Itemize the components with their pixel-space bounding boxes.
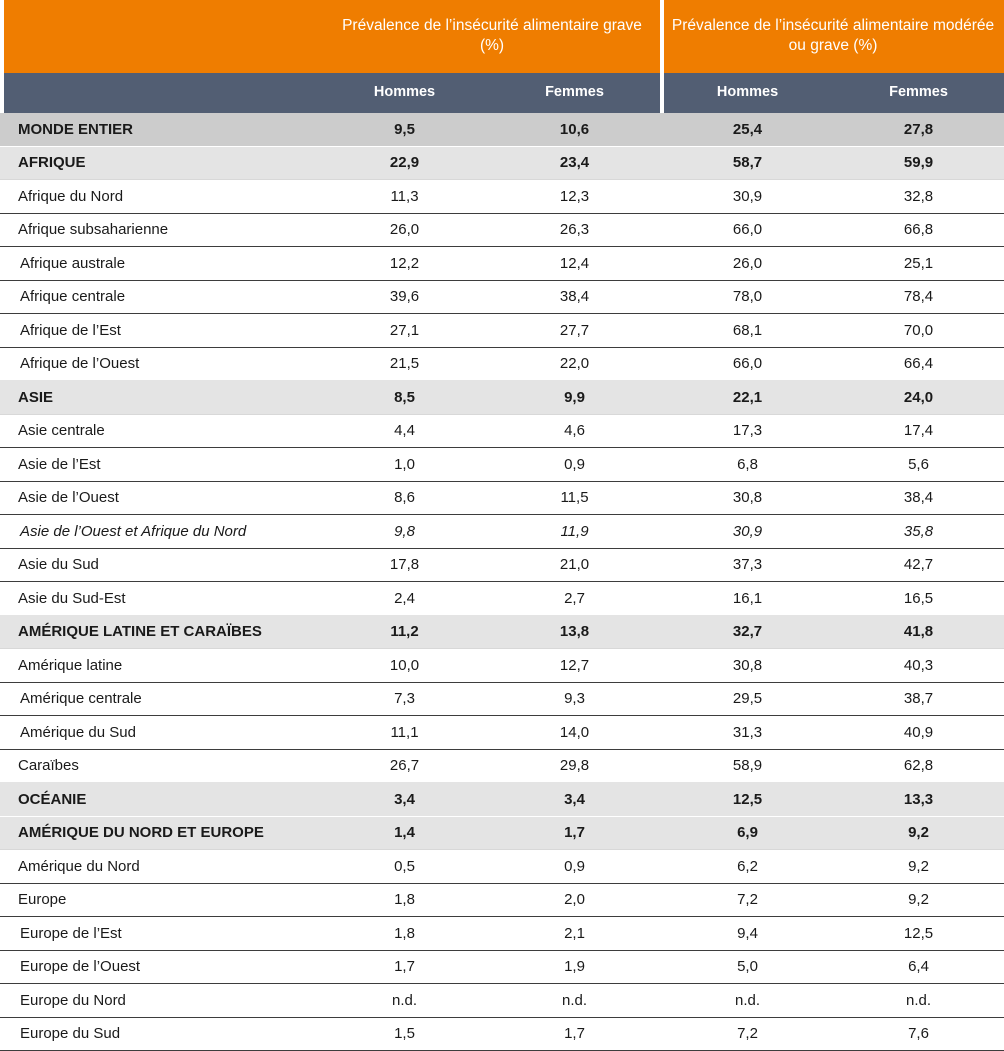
row-value-cell: 21,0 (487, 548, 662, 582)
row-value-cell: 62,8 (833, 749, 1004, 783)
row-value-cell: 10,0 (322, 649, 487, 683)
row-value-cell: 32,8 (833, 180, 1004, 214)
row-value-cell: 0,9 (487, 448, 662, 482)
row-value-cell: 11,3 (322, 180, 487, 214)
row-value-cell: 3,4 (487, 783, 662, 817)
row-value-cell: 25,4 (662, 113, 833, 146)
row-value-cell: 30,8 (662, 481, 833, 515)
row-value-cell: 2,0 (487, 883, 662, 917)
header-subcorner-blank (0, 73, 322, 113)
row-value-cell: 24,0 (833, 381, 1004, 415)
row-value-cell: 22,9 (322, 146, 487, 180)
row-value-cell: 30,8 (662, 649, 833, 683)
row-value-cell: 37,3 (662, 548, 833, 582)
row-value-cell: 40,9 (833, 716, 1004, 750)
row-value-cell: 29,5 (662, 682, 833, 716)
row-value-cell: 39,6 (322, 280, 487, 314)
row-value-cell: 3,4 (322, 783, 487, 817)
row-value-cell: 26,0 (322, 213, 487, 247)
table-row (0, 682, 1004, 716)
row-value-cell: 38,4 (833, 481, 1004, 515)
header-modsev-men: Hommes (662, 73, 833, 113)
row-value-cell: n.d. (322, 984, 487, 1018)
row-value-cell: 21,5 (322, 347, 487, 381)
row-value-cell: 5,6 (833, 448, 1004, 482)
row-value-cell: 6,4 (833, 950, 1004, 984)
row-value-cell: 66,0 (662, 213, 833, 247)
row-region-label: OCÉANIE (0, 783, 322, 817)
header-group-severe: Prévalence de l’insécurité alimentaire grave (%) (322, 0, 662, 73)
table-row (0, 783, 1004, 817)
row-value-cell: 1,8 (322, 917, 487, 951)
row-value-cell: 26,3 (487, 213, 662, 247)
table-row (0, 180, 1004, 214)
table-row (0, 615, 1004, 649)
row-region-label: Amérique centrale (0, 682, 322, 716)
row-value-cell: 42,7 (833, 548, 1004, 582)
row-value-cell: 9,8 (322, 515, 487, 549)
row-value-cell: 12,4 (487, 247, 662, 281)
row-value-cell: 1,9 (487, 950, 662, 984)
row-value-cell: 5,0 (662, 950, 833, 984)
row-value-cell: 6,8 (662, 448, 833, 482)
row-value-cell: 31,3 (662, 716, 833, 750)
table-row (0, 582, 1004, 616)
row-value-cell: 35,8 (833, 515, 1004, 549)
row-region-label: Afrique subsaharienne (0, 213, 322, 247)
row-value-cell: 17,3 (662, 414, 833, 448)
row-value-cell: 11,1 (322, 716, 487, 750)
header-subcolumn-row (0, 73, 1004, 113)
row-value-cell: 7,6 (833, 1017, 1004, 1051)
table-row (0, 716, 1004, 750)
row-value-cell: 78,0 (662, 280, 833, 314)
row-region-label: Europe de l’Ouest (0, 950, 322, 984)
row-value-cell: 25,1 (833, 247, 1004, 281)
table-row (0, 113, 1004, 146)
row-region-label: Asie du Sud (0, 548, 322, 582)
row-value-cell: 66,8 (833, 213, 1004, 247)
row-region-label: Afrique de l’Est (0, 314, 322, 348)
row-region-label: AMÉRIQUE LATINE ET CARAÏBES (0, 615, 322, 649)
row-value-cell: 9,9 (487, 381, 662, 415)
row-region-label: Afrique australe (0, 247, 322, 281)
row-value-cell: 2,7 (487, 582, 662, 616)
table-row (0, 146, 1004, 180)
row-value-cell: 14,0 (487, 716, 662, 750)
row-value-cell: 17,8 (322, 548, 487, 582)
row-value-cell: 70,0 (833, 314, 1004, 348)
row-value-cell: 9,2 (833, 816, 1004, 850)
row-value-cell: 11,5 (487, 481, 662, 515)
row-value-cell: 7,2 (662, 1017, 833, 1051)
row-region-label: Afrique du Nord (0, 180, 322, 214)
table-row (0, 381, 1004, 415)
row-region-label: Europe du Sud (0, 1017, 322, 1051)
table-row (0, 347, 1004, 381)
row-value-cell: 4,6 (487, 414, 662, 448)
row-value-cell: 13,8 (487, 615, 662, 649)
row-value-cell: 59,9 (833, 146, 1004, 180)
row-region-label: Asie de l’Ouest (0, 481, 322, 515)
row-value-cell: 16,5 (833, 582, 1004, 616)
table-row (0, 917, 1004, 951)
row-value-cell: 4,4 (322, 414, 487, 448)
row-value-cell: 8,5 (322, 381, 487, 415)
table-row (0, 481, 1004, 515)
row-value-cell: 66,0 (662, 347, 833, 381)
row-value-cell: 29,8 (487, 749, 662, 783)
row-value-cell: 0,9 (487, 850, 662, 884)
row-value-cell: 9,2 (833, 850, 1004, 884)
row-region-label: Afrique centrale (0, 280, 322, 314)
table-row (0, 414, 1004, 448)
table-row (0, 749, 1004, 783)
row-value-cell: 27,7 (487, 314, 662, 348)
row-value-cell: 9,3 (487, 682, 662, 716)
row-value-cell: 12,3 (487, 180, 662, 214)
row-value-cell: 9,2 (833, 883, 1004, 917)
table-row (0, 950, 1004, 984)
row-value-cell: 7,2 (662, 883, 833, 917)
row-region-label: Asie de l’Est (0, 448, 322, 482)
row-value-cell: 6,2 (662, 850, 833, 884)
table-row (0, 548, 1004, 582)
row-value-cell: 26,0 (662, 247, 833, 281)
row-value-cell: 6,9 (662, 816, 833, 850)
row-value-cell: 11,9 (487, 515, 662, 549)
row-value-cell: 30,9 (662, 180, 833, 214)
row-value-cell: 27,8 (833, 113, 1004, 146)
table-row (0, 448, 1004, 482)
row-value-cell: 26,7 (322, 749, 487, 783)
row-value-cell: 22,0 (487, 347, 662, 381)
table-row (0, 850, 1004, 884)
row-value-cell: 16,1 (662, 582, 833, 616)
row-region-label: Europe (0, 883, 322, 917)
row-value-cell: 13,3 (833, 783, 1004, 817)
row-value-cell: 38,7 (833, 682, 1004, 716)
row-value-cell: 1,7 (487, 1017, 662, 1051)
row-region-label: Caraïbes (0, 749, 322, 783)
row-value-cell: 0,5 (322, 850, 487, 884)
row-value-cell: 9,5 (322, 113, 487, 146)
row-region-label: ASIE (0, 381, 322, 415)
table-row (0, 984, 1004, 1018)
row-value-cell: 12,5 (662, 783, 833, 817)
row-value-cell: 11,2 (322, 615, 487, 649)
row-value-cell: 30,9 (662, 515, 833, 549)
row-value-cell: n.d. (833, 984, 1004, 1018)
row-region-label: Asie du Sud-Est (0, 582, 322, 616)
row-value-cell: n.d. (487, 984, 662, 1018)
row-value-cell: 2,1 (487, 917, 662, 951)
row-value-cell: 17,4 (833, 414, 1004, 448)
header-severe-women: Femmes (487, 73, 662, 113)
table-row (0, 314, 1004, 348)
header-severe-men: Hommes (322, 73, 487, 113)
row-value-cell: 23,4 (487, 146, 662, 180)
table-row (0, 515, 1004, 549)
row-region-label: AMÉRIQUE DU NORD ET EUROPE (0, 816, 322, 850)
table-body (0, 113, 1004, 1051)
row-region-label: Europe de l’Est (0, 917, 322, 951)
row-value-cell: 27,1 (322, 314, 487, 348)
row-region-label: Asie centrale (0, 414, 322, 448)
table-header (0, 0, 1004, 113)
row-region-label: Europe du Nord (0, 984, 322, 1018)
table-row (0, 883, 1004, 917)
row-value-cell: 40,3 (833, 649, 1004, 683)
row-value-cell: 1,7 (322, 950, 487, 984)
table-row (0, 280, 1004, 314)
row-value-cell: 12,2 (322, 247, 487, 281)
table-row (0, 816, 1004, 850)
header-corner-blank (0, 0, 322, 73)
row-value-cell: 66,4 (833, 347, 1004, 381)
header-group-moderate-or-severe: Prévalence de l’insécurité alimentaire modérée ou grave (%) (662, 0, 1004, 73)
row-region-label: Amérique latine (0, 649, 322, 683)
row-value-cell: 41,8 (833, 615, 1004, 649)
row-value-cell: 58,7 (662, 146, 833, 180)
row-value-cell: 38,4 (487, 280, 662, 314)
row-value-cell: 68,1 (662, 314, 833, 348)
table-row (0, 247, 1004, 281)
row-value-cell: 7,3 (322, 682, 487, 716)
row-region-label: Afrique de l’Ouest (0, 347, 322, 381)
row-value-cell: 1,5 (322, 1017, 487, 1051)
row-value-cell: 1,8 (322, 883, 487, 917)
table-row (0, 213, 1004, 247)
row-value-cell: 12,5 (833, 917, 1004, 951)
row-region-label: Asie de l’Ouest et Afrique du Nord (0, 515, 322, 549)
row-region-label: MONDE ENTIER (0, 113, 322, 146)
row-value-cell: 8,6 (322, 481, 487, 515)
row-value-cell: 2,4 (322, 582, 487, 616)
row-value-cell: 10,6 (487, 113, 662, 146)
row-value-cell: 1,4 (322, 816, 487, 850)
row-value-cell: 78,4 (833, 280, 1004, 314)
row-value-cell: 9,4 (662, 917, 833, 951)
row-value-cell: 12,7 (487, 649, 662, 683)
row-value-cell: 1,0 (322, 448, 487, 482)
row-value-cell: 1,7 (487, 816, 662, 850)
header-group-row (0, 0, 1004, 73)
row-region-label: Amérique du Sud (0, 716, 322, 750)
row-region-label: Amérique du Nord (0, 850, 322, 884)
row-region-label: AFRIQUE (0, 146, 322, 180)
row-value-cell: 22,1 (662, 381, 833, 415)
row-value-cell: 32,7 (662, 615, 833, 649)
row-value-cell: n.d. (662, 984, 833, 1018)
table-row (0, 649, 1004, 683)
row-value-cell: 58,9 (662, 749, 833, 783)
header-modsev-women: Femmes (833, 73, 1004, 113)
table-row (0, 1017, 1004, 1051)
